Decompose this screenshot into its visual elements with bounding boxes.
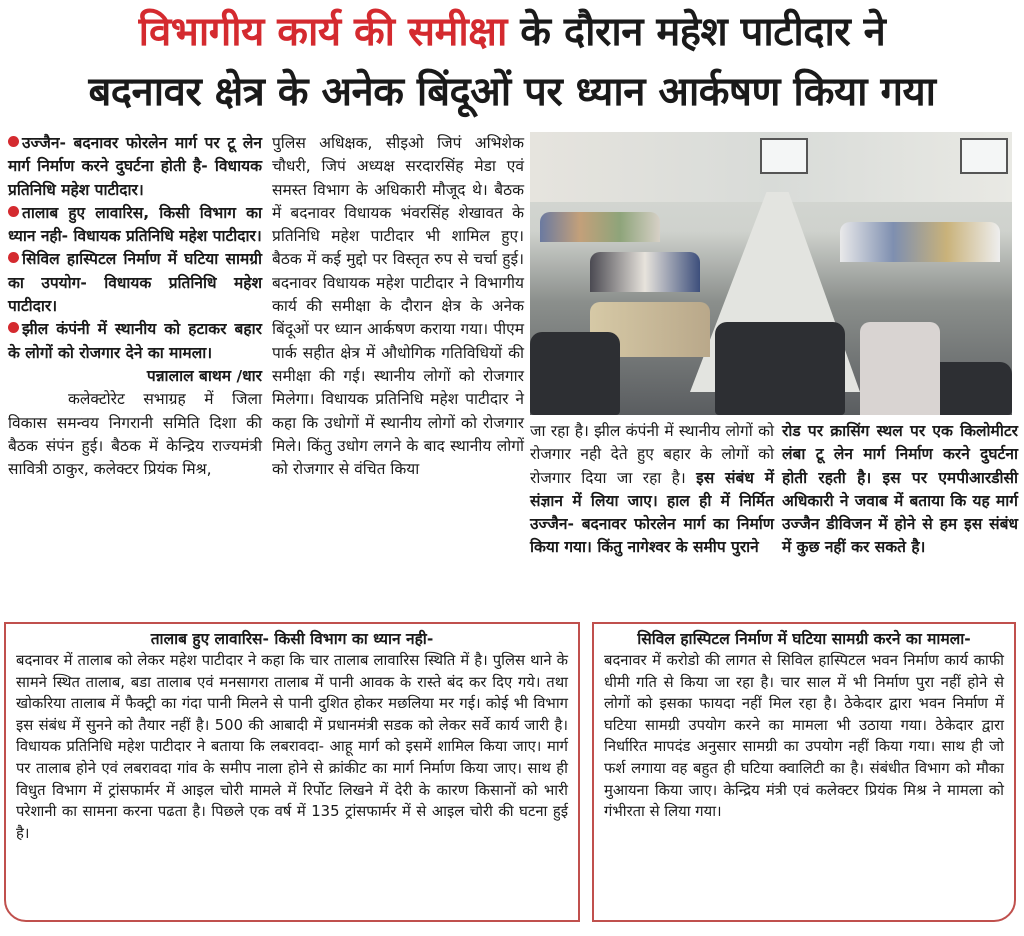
photo-chair [530,332,620,415]
photo-attendees [540,212,660,242]
photo-attendees [840,222,1000,262]
article-text: कलेक्टोरेट सभाग्रह में जिला विकास समन्वय निगरानी समिति दिशा की बैठक संपंन हुई। बैठक में केन्द्रिय राज्यमंत्री सावित्री ठाकुर, कलेक्टर प्रियंक मिश्र, [8,390,262,479]
box-body: बदनावर में तालाब को लेकर महेश पाटीदार ने कहा कि चार तालाब लावारिस स्थिति में है। पुलिस थाने के सामने स्थित तालाब, बडा तालाब एवं मनसागरा तालाब में पानी आवक के रास्ते बंद कर दिए गये। तथा खोकरिया तालाब में फैक्ट्री का गंदा पानी मिलने से पानी दुशित होकर मछलिया मर गई। कोई भी विभाग इस संबंध में सुनने को तैयार नहीं है। 500 की आबादी में प्रधानमंत्री सडक को लेकर सर्वे कार्य जारी है। विधायक प्रतिनिधि महेश पाटीदार ने बताया कि लबरावदा- आहू मार्ग को इसमें शामिल किया जाए। मार्ग पर तालाब होने एवं लबरावदा गांव के समीप नाला होने से क्रांकीट का मार्ग निर्माण किया जाए। साथ ही विधुत विभाग में ट्रांसफार्मर में आइल चोरी मामले में रिर्पोट लिखने में देरी के कारण किसानों को भारी परेशानी का सामना करना पढता है। पिछले एक वर्ष में 135 ट्रांसफार्मर में से आइल चोरी की घटना हुई है। [16,652,568,842]
column-2 [272,132,524,481]
highlight-item [8,202,262,249]
box-title: तालाब हुए लावारिस- किसी विभाग का ध्यान नही- [150,630,434,648]
photo-chair [715,322,845,415]
ponds-sidebar-box [4,622,580,922]
photo-attendees [860,322,940,415]
highlight-item [8,132,262,202]
headline-highlight: विभागीय कार्य की समीक्षा [138,9,507,55]
headline-line-2: बदनावर क्षेत्र के अनेक बिंदूओं पर ध्यान आर्कषण किया गया [88,69,936,115]
article-text: पुलिस अधिक्षक, सीइओ जिपं अभिशेक चौधरी, जिपं अध्यक्ष सरदारसिंह मेडा एवं समस्त विभाग के अधिकारी मौजूद थे। बैठक में बदनावर विधायक भंवरसिंह शेखावत के प्रतिनिधि महेश पाटीदार भी शामिल हुए। बैठक में कई मुद्दो पर विस्तृत रुप से चर्चा हुई। बदनावर विधायक महेश पाटीदार ने विभागीय कार्य की समीक्षा के दौरान क्षेत्र के अनेक बिंदूओं पर ध्यान आर्कषण कराया गया। पीएम पार्क सहीत क्षेत्र में औधोगिक गतिविधियों की समीक्षा की गई। स्थानीय लोगों को रोजगार मिलेगा। विधायक प्रतिनिधि महेश पाटीदार ने कहा कि उधोगों में स्थानीय लोगों को रोजगार मिले। किंतु उधोग लगने के बाद स्थानीय लोगों को रोजगार से वंचित किया [272,134,524,479]
meeting-photo [530,132,1012,415]
column-1 [8,132,262,481]
box-title: सिविल हास्पिटल निर्माण में घटिया सामग्री करने का मामला- [637,630,971,648]
bullet-icon [8,252,19,263]
bullet-icon [8,136,19,147]
column-4 [782,420,1018,560]
highlight-item [8,248,262,318]
highlight-text: उज्जैन- बदनावर फोरलेन मार्ग पर टू लेन मार्ग निर्माण करने दुघर्टना होती है- विधायक प्रतिनिधि महेश पाटीदार। [8,134,262,199]
highlight-text: झील कंपंनी में स्थानीय को हटाकर बहार के लोगों को रोजगार देने का मामला। [8,320,262,362]
article-text-plain: जा रहा है। झील कंपंनी में स्थानीय लोगों को रोजगार नही देते हुए बहार के लोगों को रोजगार दिया जा रहा है। [530,422,774,487]
highlight-text: तालाब हुए लावारिस, किसी विभाग का ध्यान नही- विधायक प्रतिनिधि महेश पाटीदार। [8,203,262,246]
highlight-text: सिविल हास्पिटल निर्माण में घटिया सामग्री का उपयोग- विधायक प्रतिनिधि महेश पाटीदार। [8,250,262,316]
article-text-bold: इस संबंध में संज्ञान में लिया जाए। हाल ही में निर्मित उज्जैन- बदनावर फोरलेन मार्ग का निर्माण किया गया। किंतु नागेश्वर के समीप पुराने [530,468,774,557]
highlight-item [8,318,262,365]
box-body: बदनावर में करोडो की लागत से सिविल हास्पिटल भवन निर्माण कार्य काफी धीमी गति से किया जा रहा है। चार साल में भी निर्माण पुरा नहीं होने से लोगों को इसका फायदा नहीं मिल रहा है। ठेकेदार द्वारा भवन निर्माण में घटिया सामग्री उपयोग करने का मामला भी उठाया गया। ठेकेदार द्वारा निर्धारित मापदंड अनुसार सामग्री का उपयोग नहीं किया गया। साथ ही जो फर्श लगाया वह बहुत ही घटिया क्वालिटी का है। संबंधीत विभाग को मौका मुआयना किया जाए। केन्द्रिय मंत्री एवं कलेक्टर प्रियंक मिश्र ने मामला को गंभीरता से लिया गया। [604,652,1004,821]
byline: पन्नालाल बाथम /धार [146,366,262,385]
photo-attendees [590,252,700,292]
headline [0,2,1024,122]
headline-line-1-rest: के दौरान महेश पाटीदार ने [520,9,886,55]
column-3 [530,420,774,560]
bullet-icon [8,322,19,333]
bullet-icon [8,206,19,217]
hospital-sidebar-box [592,622,1016,922]
photo-screen [760,138,808,174]
headline-line-1 [0,2,1024,62]
article-text [530,420,774,560]
article-text: रोड पर क्रासिंग स्थल पर एक किलोमीटर लंबा टू लेन मार्ग निर्माण करने दुघर्टना होती रहती है। इस पर एमपीआरडीसी अधिकारी ने जवाब में बताया कि यह मार्ग उज्जैन डीविजन में होने से हम इस संबंध में कुछ नहीं कर सकते है। [782,422,1018,557]
photo-screen [960,138,1008,174]
